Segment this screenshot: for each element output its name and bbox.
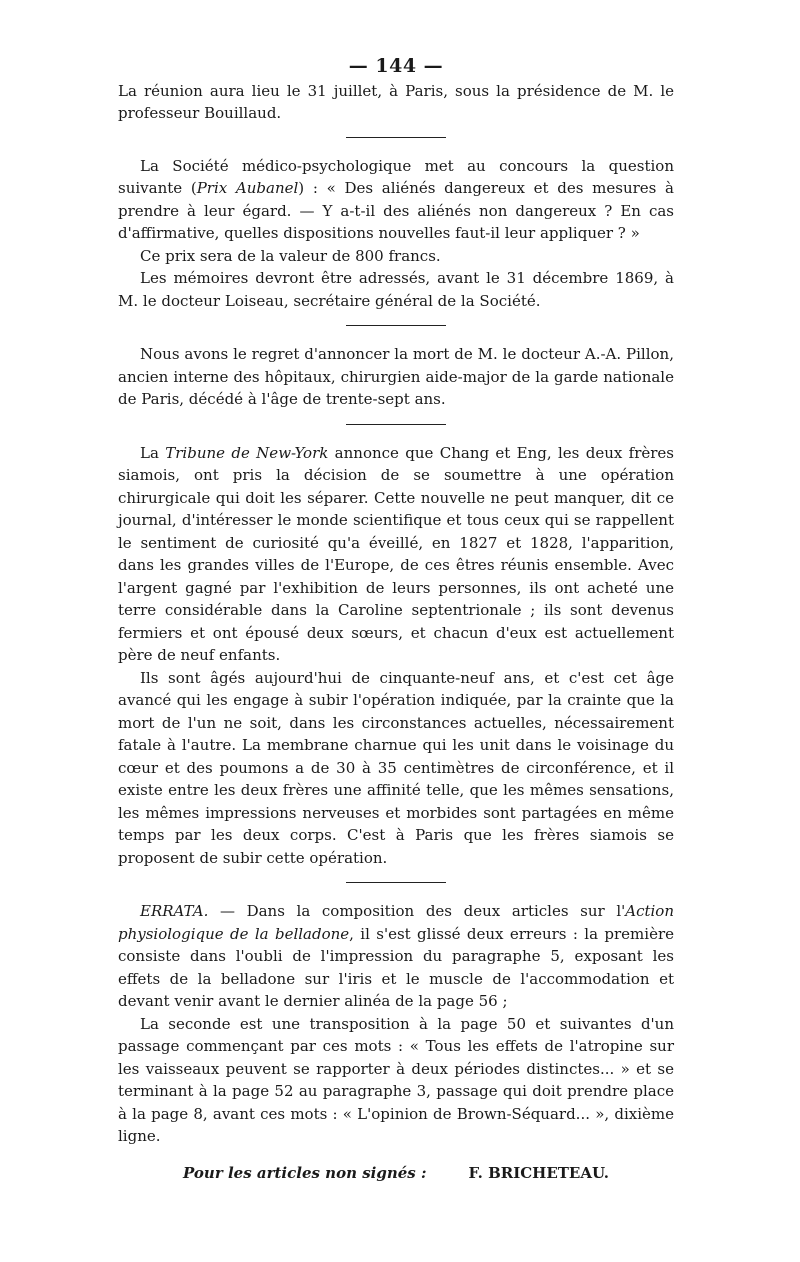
signature [118, 1162, 674, 1185]
paragraph-meeting [118, 80, 674, 125]
paragraph-submission [118, 267, 674, 312]
paragraph-errata [118, 900, 674, 1013]
paragraph-siamese [118, 442, 674, 667]
submission-text: Les mémoires devront être adressés, avant le 31 décembre 1869, à M. le docteur Loiseau, secrétaire général de la Société. [118, 269, 674, 310]
errata-text-start: — Dans la composition des deux articles sur l' [208, 902, 626, 920]
siamese-text-start: La [140, 443, 166, 462]
prize-text-start: La Société médico-psychologique met au concours la question suivante ( [118, 156, 674, 197]
article-title: Action physiologique de la belladone [118, 902, 674, 943]
section-divider [346, 137, 446, 138]
paragraph-obituary [118, 343, 674, 411]
section-divider [346, 424, 446, 425]
errata-label: ERRATA. [140, 902, 209, 920]
signature-name: F. BRICHETEAU. [468, 1163, 609, 1182]
siamese-text-2: Ils sont âgés aujourd'hui de cinquante-neuf ans, et c'est cet âge avancé qui les engage à subir l'opération indiquée, par la crainte que la mort de l'un ne soit, dans les circonstances actuelles, nécessairement fatale à l'autre. La membrane charnue qui les unit dans le voisinage du cœur et des poumons a de 30 à 35 centimètres de circonférence, et il existe entre les deux frères une affinité telle, que les mêmes sensations, les mêmes impressions nerveuses et morbides sont partagées en même temps par les deux corps. C'est à Paris que les frères siamois se proposent de subir cette opération. [118, 668, 674, 867]
signature-label: Pour les articles non signés : [183, 1163, 427, 1182]
prize-value-text: Ce prix sera de la valeur de 800 francs. [140, 246, 441, 265]
paragraph-siamese-2 [118, 667, 674, 870]
paragraph-prize [118, 155, 674, 245]
prize-text-end: ) : « Des aliénés dangereux et des mesures à prendre à leur égard. — Y a-t-il des aliénés non dangereux ? En cas d'affirmative, quelles dispositions nouvelles faut-il leur appliquer ? » [118, 179, 674, 242]
paragraph-meeting-text: La réunion aura lieu le 31 juillet, à Paris, sous la présidence de M. le professeur Bouillaud. [118, 81, 674, 122]
page [118, 55, 674, 1184]
errata-text-2: La seconde est une transposition à la page 50 et suivantes d'un passage commençant par ces mots : « Tous les effets de l'atropine sur les vaisseaux peuvent se rapporter à deux périodes distinctes... » et se terminant à la page 52 au paragraphe 3, passage qui doit prendre place à la page 8, avant ces mots : « L'opinion de Brown-Séquard... », dixième ligne. [118, 1014, 674, 1145]
prize-name: Prix Aubanel [196, 179, 299, 197]
errata-text-end: , il s'est glissé deux erreurs : la première consiste dans l'oubli de l'impression du paragraphe 5, exposant les effets de la belladone sur l'iris et le muscle de l'accommodation et devant venir avant le dernier alinéa de la page 56 ; [118, 924, 674, 1010]
section-divider [346, 325, 446, 326]
obituary-text: Nous avons le regret d'annoncer la mort de M. le docteur A.-A. Pillon, ancien interne des hôpitaux, chirurgien aide-major de la garde nationale de Paris, décédé à l'âge de trente-sept ans. [118, 345, 674, 408]
page-number: — 144 — [348, 55, 444, 77]
section-divider [346, 882, 446, 883]
newspaper-name: Tribune de New-York [165, 443, 329, 462]
siamese-text-end: annonce que Chang et Eng, les deux frères siamois, ont pris la décision de se soumettre à une opération chirurgicale qui doit les séparer. Cette nouvelle ne peut manquer, dit ce journal, d'intéresser le monde scientifique et tous ceux qui se rappellent le sentiment de curiosité qu'a éveillé, en 1827 et 1828, l'apparition, dans les grandes villes de l'Europe, de ces êtres réunis ensemble. Avec l'argent gagné par l'exhibition de leurs personnes, ils ont acheté une terre considérable dans la Caroline septentrionale ; ils sont devenus fermiers et ont épousé deux sœurs, et chacun d'eux est actuellement père de neuf enfants. [118, 443, 674, 664]
paragraph-errata-2 [118, 1013, 674, 1148]
paragraph-prize-value [118, 245, 674, 268]
